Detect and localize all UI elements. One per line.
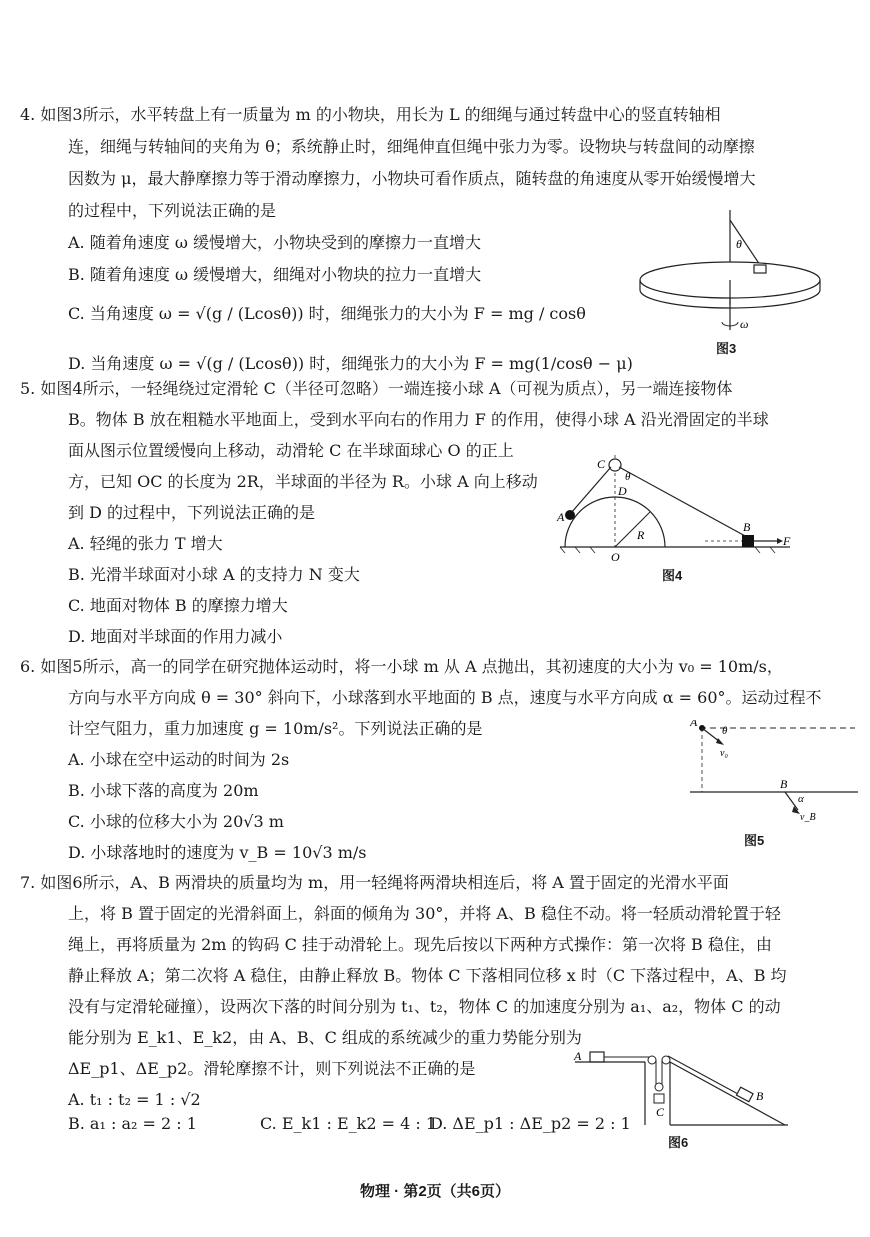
fig4-label-r: R xyxy=(637,528,645,542)
q7-line-1: 7. 如图6所示，A、B 两滑块的质量均为 m，用一轻绳将两滑块相连后，将 A 置于固定的光滑水平面 xyxy=(20,873,729,892)
q4-line-3: 因数为 μ，最大静摩擦力等于滑动摩擦力，小物块可看作质点，随转盘的角速度从零开始缓慢增大 xyxy=(68,169,756,188)
fig4-label-o: O xyxy=(611,550,620,564)
fig4-label-d: D xyxy=(618,484,627,498)
q4-line-4: 的过程中，下列说法正确的是 xyxy=(68,201,277,220)
fig3-omega-label: ω xyxy=(740,317,749,331)
q5-line-1: 5. 如图4所示，一轻绳绕过定滑轮 C（半径可忽略）一端连接小球 A（可视为质点），另一端连接物体 xyxy=(20,379,733,398)
block-b xyxy=(742,535,754,547)
figure-4 xyxy=(555,455,795,565)
fig5-label-alpha: α xyxy=(798,793,804,805)
pulley-hemisphere-diagram xyxy=(555,455,795,565)
q6-option-d: D. 小球落地时的速度为 v_B = 10√3 m/s xyxy=(68,843,367,862)
ball-a xyxy=(565,510,575,520)
movable-pulley xyxy=(655,1083,663,1091)
figure-5 xyxy=(680,720,860,830)
q7-line-6: 能分别为 E_k1、E_k2，由 A、B、C 组成的系统减少的重力势能分别为 xyxy=(68,1028,582,1047)
q5-line-5: 到 D 的过程中，下列说法正确的是 xyxy=(68,503,316,522)
q6-line-2: 方向与水平方向成 θ = 30° 斜向下，小球落到水平地面的 B 点，速度与水平方向成 α = 60°。运动过程不 xyxy=(68,688,822,707)
q7-line-4: 静止释放 A；第二次将 A 稳住，由静止释放 B。物体 C 下落相同位移 x 时（C 下落过程中，A、B 均 xyxy=(68,966,787,985)
q7-option-b: B. a₁ : a₂ = 2 : 1 xyxy=(68,1114,197,1133)
fig4-label-a: A xyxy=(557,510,565,524)
q7-line-7: ΔE_p1、ΔE_p2。滑轮摩擦不计，则下列说法不正确的是 xyxy=(68,1059,476,1078)
fig4-label-c: C xyxy=(597,457,606,471)
small-block xyxy=(754,265,766,273)
q7-option-d: D. ΔE_p1 : ΔE_p2 = 2 : 1 xyxy=(430,1114,631,1133)
projectile-diagram xyxy=(680,720,860,830)
fig6-label-c: C xyxy=(656,1105,665,1119)
figure-3-caption: 图3 xyxy=(716,341,737,356)
q7-option-a: A. t₁ : t₂ = 1 : √2 xyxy=(68,1090,201,1109)
fig6-label-a: A xyxy=(574,1050,582,1063)
fig5-label-theta: θ xyxy=(722,725,728,737)
fig5-label-v0: v₀ xyxy=(720,748,728,759)
page-footer: 物理 · 第2页（共6页） xyxy=(359,1183,510,1200)
q5-line-4: 方，已知 OC 的长度为 2R，半球面的半径为 R。小球 A 向上移动 xyxy=(68,472,538,491)
q5-option-d: D. 地面对半球面的作用力减小 xyxy=(68,627,283,646)
figure-5-caption: 图5 xyxy=(744,833,765,848)
turntable-diagram xyxy=(630,210,840,350)
block-a xyxy=(590,1052,604,1062)
q6-line-3: 计空气阻力，重力加速度 g = 10m/s²。下列说法正确的是 xyxy=(68,719,483,738)
fig4-label-b: B xyxy=(743,520,751,534)
v0-arrow-icon xyxy=(716,738,724,745)
q6-line-1: 6. 如图5所示，高一的同学在研究抛体运动时，将一小球 m 从 A 点抛出，其初速度的大小为 v₀ = 10m/s， xyxy=(20,657,783,676)
pulley-c xyxy=(609,459,621,471)
q6-option-b: B. 小球下落的高度为 20m xyxy=(68,781,259,800)
q4-line-2: 连，细绳与转轴间的夹角为 θ；系统静止时，细绳伸直但绳中张力为零。设物块与转盘间的动摩擦 xyxy=(68,137,755,156)
q7-line-3: 绳上，再将质量为 2m 的钩码 C 挂于动滑轮上。现先后按以下两种方式操作：第一次将 B 稳住，由 xyxy=(68,935,772,954)
q5-line-2: B。物体 B 放在粗糙水平地面上，受到水平向右的作用力 F 的作用，使得小球 A 沿光滑固定的半球 xyxy=(68,410,769,429)
fig5-label-a: A xyxy=(690,720,698,729)
q4-option-b: B. 随着角速度 ω 缓慢增大，细绳对小物块的拉力一直增大 xyxy=(68,265,482,284)
hook-weight-c xyxy=(654,1094,664,1103)
fig3-theta-label: θ xyxy=(736,237,742,251)
figure-6-caption: 图6 xyxy=(668,1135,689,1150)
q5-option-c: C. 地面对物体 B 的摩擦力增大 xyxy=(68,596,288,615)
q5-option-b: B. 光滑半球面对小球 A 的支持力 N 变大 xyxy=(68,565,360,584)
q4-option-a: A. 随着角速度 ω 缓慢增大，小物块受到的摩擦力一直增大 xyxy=(68,233,481,252)
fig4-label-theta: θ xyxy=(625,471,631,483)
q7-line-2: 上，将 B 置于固定的光滑斜面上，斜面的倾角为 30°，并将 A、B 稳住不动。将一轻质动滑轮置于轻 xyxy=(68,904,781,923)
figure-3 xyxy=(630,210,840,350)
fig4-label-f: F xyxy=(783,534,791,548)
q5-option-a: A. 轻绳的张力 T 增大 xyxy=(68,534,223,553)
fig5-label-vb: v_B xyxy=(800,812,816,823)
fig5-label-b: B xyxy=(780,777,788,791)
figure-4-caption: 图4 xyxy=(662,568,683,583)
q6-option-c: C. 小球的位移大小为 20√3 m xyxy=(68,812,284,831)
fig6-label-b: B xyxy=(756,1089,764,1103)
q4-line-1: 4. 如图3所示，水平转盘上有一质量为 m 的小物块，用长为 L 的细绳与通过转盘中心的竖直转轴相 xyxy=(20,105,721,124)
q4-option-d: D. 当角速度 ω = √(g / (Lcosθ)) 时，细绳张力的大小为 F = mg(1/cosθ − μ) xyxy=(68,354,633,373)
q7-option-c: C. E_k1 : E_k2 = 4 : 1 xyxy=(260,1114,437,1133)
q7-line-5: 没有与定滑轮碰撞），设两次下落的时间分别为 t₁、t₂，物体 C 的加速度分别为 a₁、a₂，物体 C 的动 xyxy=(68,997,781,1016)
q5-line-3: 面从图示位置缓慢向上移动，动滑轮 C 在半球面球心 O 的正上 xyxy=(68,441,514,460)
q4-option-c: C. 当角速度 ω = √(g / (Lcosθ)) 时，细绳张力的大小为 F = mg / cosθ xyxy=(68,304,586,323)
q6-option-a: A. 小球在空中运动的时间为 2s xyxy=(68,750,290,769)
